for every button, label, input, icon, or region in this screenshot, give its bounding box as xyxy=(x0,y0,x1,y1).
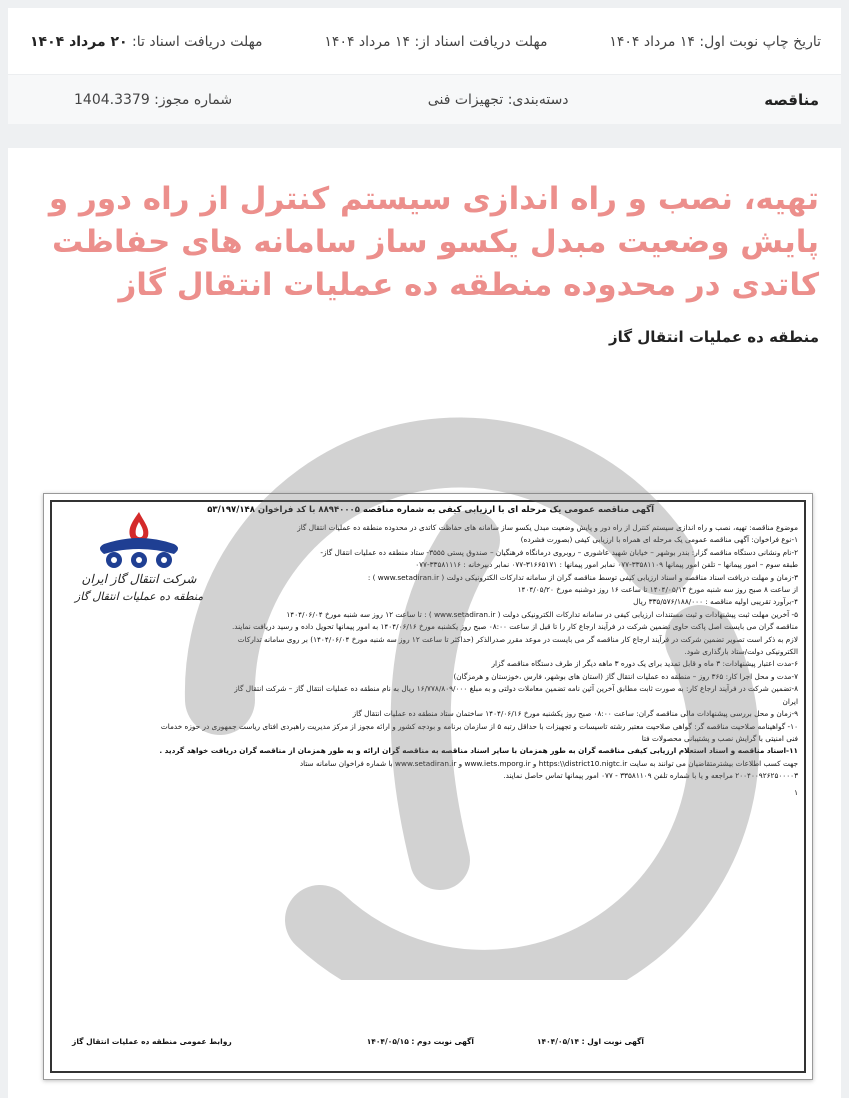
notice-line: ایران xyxy=(782,696,798,706)
page-title: تهیه، نصب و راه اندازی سیستم کنترل از راه دور و پایش وضعیت مبدل یکسو ساز سامانه های حفاظت کاتدی در محدوده منطقه ده عملیات انتقال گاز xyxy=(48,181,819,303)
notice-line: ۳-زمان و مهلت دریافت اسناد مناقصه و اسناد ارزیابی کیفی توسط مناقصه گران از سامانه تدارکات الکترونیکی دولت ( www.setadiran.ir ) : xyxy=(367,572,798,582)
notice-line: ۹-زمان و محل بررسی پیشنهادات مالی مناقصه گران: ساعت ۰۸:۰۰ صبح روز یکشنبه مورخ ۱۴۰۴/۰۶/۱۶ ساختمان ستاد منطقه ده عملیات انتقال گاز xyxy=(352,709,798,719)
notice-line: ۷-مدت و محل اجرا کار: ۳۶۵ روز – منطقه ده عملیات انتقال گاز (استان های بوشهر، فارس ،خوزستان و هرمزگان) xyxy=(453,671,798,681)
notice-line: از ساعت ۸ صبح روز سه شنبه مورخ ۱۴۰۴/۰۵/۱۴ تا ساعت ۱۶ روز دوشنبه مورخ ۱۴۰۴/۰۵/۲۰ xyxy=(517,585,798,595)
notice-line: طبقه سوم – امور پیمانها – تلفن امور پیمانها ۳۳۵۸۱۱۰۹-۰۷۷ نمابر امور پیمانها : ۳۱۶۶۵۱۷۱-۰۷۷ نمابر دبیرخانه : ۳۳۵۸۱۱۱۶-۰۷۷ xyxy=(415,560,798,570)
receive-from-date: مهلت دریافت اسناد از: ۱۴ مرداد ۱۴۰۴ xyxy=(324,34,548,50)
meta-info-row xyxy=(8,74,841,124)
notice-footer xyxy=(52,1037,804,1053)
license-number: شماره مجوز: 1404.3379 xyxy=(74,91,233,108)
notice-line: ۱۰- گواهینامه صلاحیت مناقصه گر: گواهی صلاحیت معتبر رشته تاسیسات و تجهیزات با حداقل رتبه ۵ از سازمان برنامه و بودجه کشور و ارائه مجوز از مرکز مدیریت راهبردی افتای ریاست جمهوری در حوزه خدمات xyxy=(160,721,798,731)
notice-line: ۱-نوع فراخوان: آگهی مناقصه عمومی یک مرحله ای همراه با ارزیابی کیفی (بصورت فشرده) xyxy=(520,535,798,545)
notice-line: ۶-مدت اعتبار پیشنهادات: ۳ ماه و قابل تمدید برای یک دوره ۳ ماهه دیگر از طرف دستگاه مناقصه گزار xyxy=(491,659,798,669)
notice-line: ۲۰۰۴۰۰۹۲۶۲۵۰۰۰۰۳ مراجعه و یا با شماره تلفن ۳۳۵۸۱۱۰۹ - ۰۷۷ امور پیمانها تماس حاصل نمایند. xyxy=(503,771,798,781)
second-publish-date: آگهی نوبت دوم : ۱۴۰۴/۰۵/۱۵ xyxy=(366,1037,474,1046)
notice-line: ۱۱-اسناد مناقصه و اسناد استعلام ارزیابی کیفی مناقصه گران به طور همزمان با سایر اسناد مناقصه به مناقصه گران ارائه و به طور همزمان از مناقصه گران دریافت خواهد گردید . xyxy=(159,746,798,756)
notice-line: موضوع مناقصه: تهیه، نصب و راه اندازی سیستم کنترل از راه دور و پایش وضعیت مبدل یکسو ساز سامانه های حفاظت کاتدی در محدوده منطقه ده عملیات انتقال گاز xyxy=(297,523,798,532)
notice-line: ۸-تضمین شرکت در فرآیند ارجاع کار: به صورت ثابت مطابق آخرین آئین نامه تضمین معاملات دولتی و به مبلغ ۱۶/۷۷۸/۸۰۹/۰۰۰ ریال به نام منطقه ده عملیات انتقال گاز – شرکت انتقال گاز xyxy=(234,684,798,694)
notice-line: لازم به ذکر است تصویر تضمین شرکت در فرآیند ارجاع کار مناقصه گر می بایست در موعد مقرر صدرالذکر (حداکثر تا ساعت ۱۲ روز سه شنبه مورخ ۱۴۰۴/۰۶/۰۴) بر روی سامانه تدارکات xyxy=(237,634,798,644)
organization-name: منطقه ده عملیات انتقال گاز xyxy=(609,328,819,346)
notice-line: ۱ xyxy=(794,787,798,797)
print-date: تاریخ چاپ نوبت اول: ۱۴ مرداد ۱۴۰۴ xyxy=(609,34,821,50)
meta-dates-row xyxy=(30,22,821,62)
notice-header: آگهی مناقصه عمومی یک مرحله ای با ارزیابی کیفی به شماره مناقصه ۸۸۹۴۰۰۰۵ با کد فراخوان ۵۳/۱۹۷/۱۴۸ xyxy=(207,505,654,515)
first-publish-date: آگهی نوبت اول : ۱۴۰۴/۰۵/۱۴ xyxy=(536,1037,644,1046)
notice-line: ۲-نام ونشانی دستگاه مناقصه گزار: بندر بوشهر – خیابان شهید عاشوری – روبروی درمانگاه فرهنگیان – صندوق پستی ۳۵۵۵- ستاد منطقه ده عملیات انتقال گاز- xyxy=(320,547,798,557)
logo-company-text: شرکت انتقال گاز ایران xyxy=(81,572,197,586)
listing-main-card xyxy=(8,148,841,1098)
public-relations-signature: روابط عمومی منطقه ده عملیات انتقال گاز xyxy=(72,1037,232,1046)
notice-line: ۴-برآورد تقریبی اولیه مناقصه : ۳۳۵/۵۷۶/۱۸۸/۰۰۰ ریال xyxy=(633,597,798,607)
receive-to-date: مهلت دریافت اسناد تا: ۲۰ مرداد ۱۴۰۴ xyxy=(30,34,263,50)
notice-body xyxy=(60,522,798,799)
notice-line: جهت کسب اطلاعات بیشترمتقاضیان می توانند به سایت https:\\district10.nigtc.ir و www.iets.mporg.ir و www.setadiran.ir با شماره فراخوان سامانه ستاد xyxy=(299,758,798,768)
tender-type-badge: مناقصه xyxy=(764,90,819,109)
listing-meta-card xyxy=(8,8,841,123)
notice-frame xyxy=(50,500,806,1073)
notice-line: الکترونیکی دولت/ستاد بارگذاری شود. xyxy=(684,647,798,657)
tender-notice-image[interactable] xyxy=(43,493,813,1080)
logo-region-text: منطقه ده عملیات انتقال گاز xyxy=(74,590,204,603)
category-label[interactable]: دسته‌بندی: تجهیزات فنی xyxy=(427,91,569,108)
notice-line: مناقصه گران می بایست اصل پاکت حاوی تضمین شرکت در فرآیند ارجاع کار را تا قبل از ساعت ۰۸:۰۰ صبح روز یکشنبه مورخ ۱۴۰۴/۰۶/۱۶ به امور پیمانها تحویل داده و رسید دریافت نمایند. xyxy=(231,622,798,632)
notice-line: فنی امنیتی با گرایش نصب و پشتیبانی محصولات فتا xyxy=(641,733,798,743)
notice-line: ۵- آخرین مهلت ثبت پیشنهادات و ثبت مستندات ارزیابی کیفی در سامانه تدارکات الکترونیکی دولت ( www.setadiran.ir ) : تا ساعت ۱۲ روز سه شنبه مورخ ۱۴۰۴/۰۶/۰۴ xyxy=(286,609,798,619)
